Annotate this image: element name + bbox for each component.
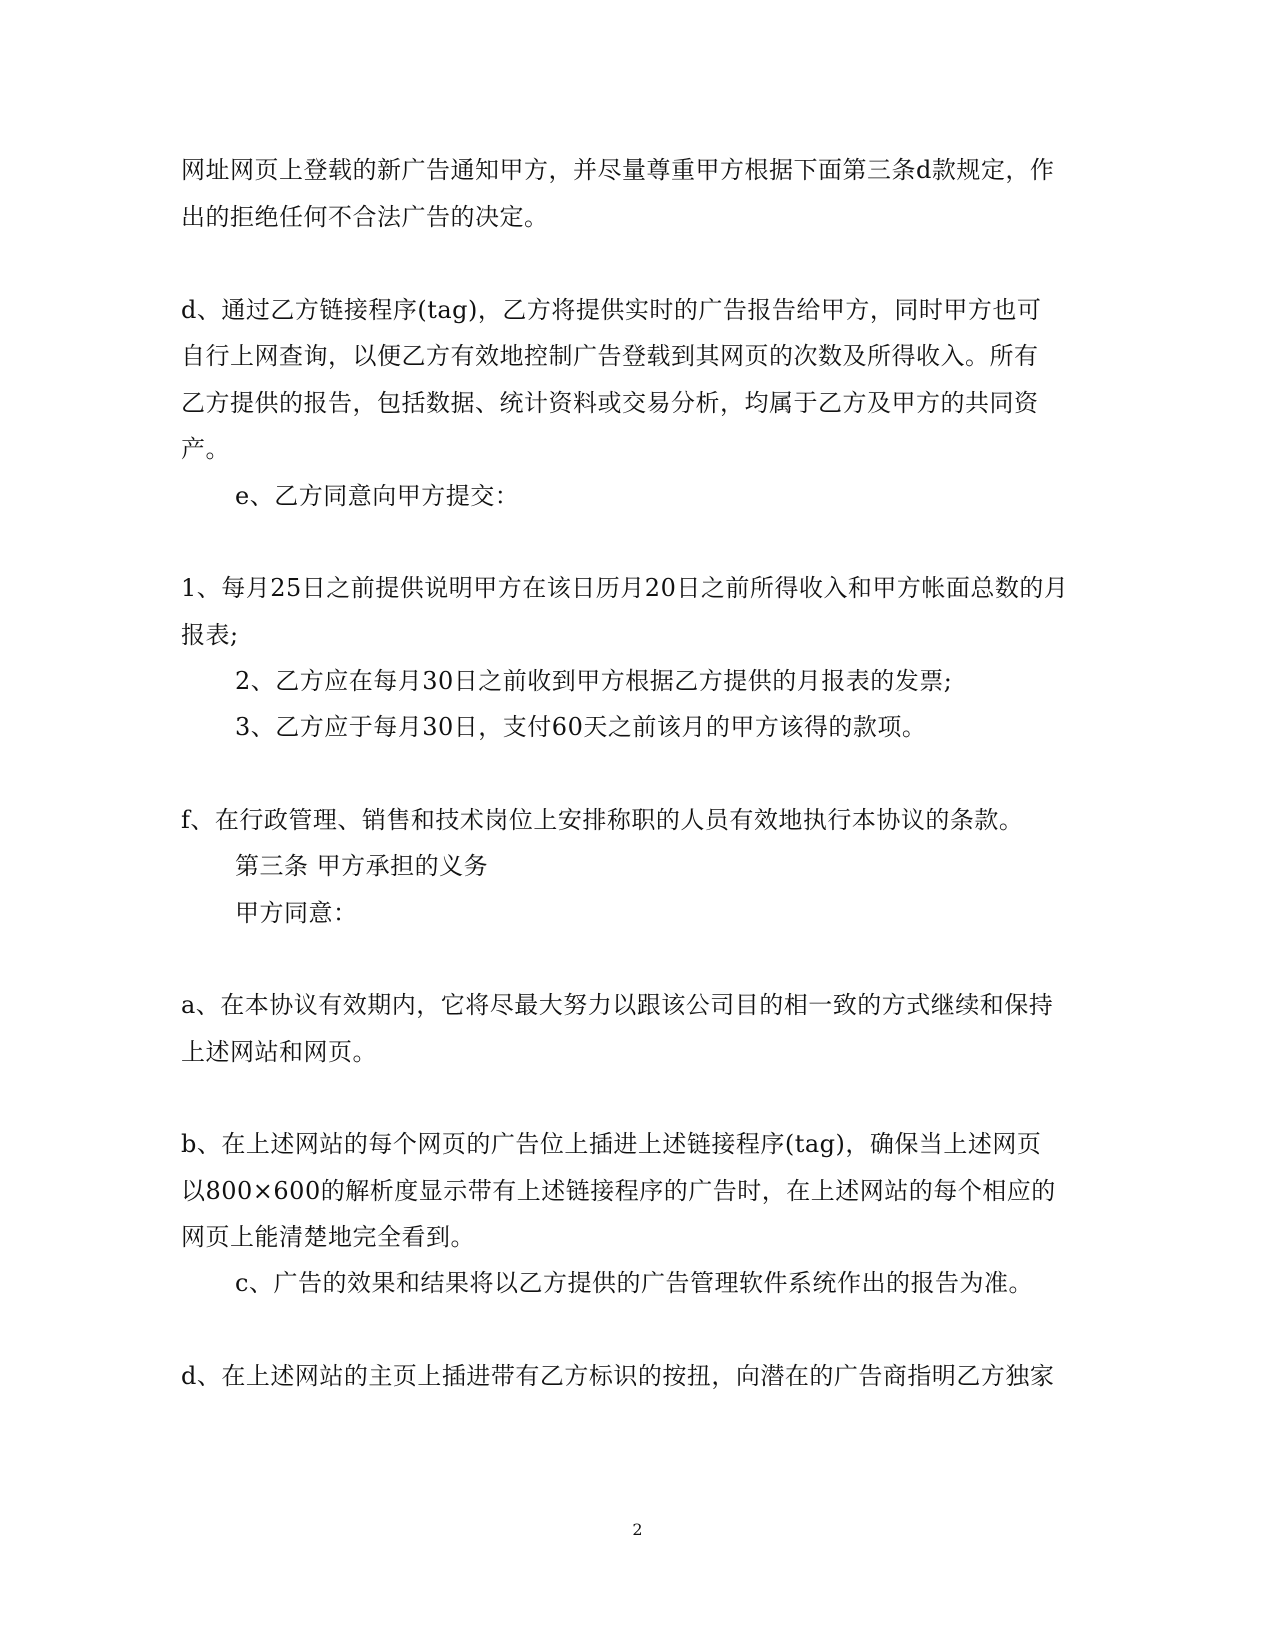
text-line: 报表; — [181, 621, 239, 649]
text-line: 上述网站和网页。 — [181, 1038, 377, 1066]
text-line: c、广告的效果和结果将以乙方提供的广告管理软件系统作出的报告为准。 — [235, 1269, 1033, 1297]
text-line: a、在本协议有效期内，它将尽最大努力以跟该公司目的相一致的方式继续和保持 — [181, 991, 1054, 1019]
text-line: d、在上述网站的主页上插进带有乙方标识的按扭，向潜在的广告商指明乙方独家 — [181, 1362, 1055, 1390]
text-line: 3、乙方应于每月30日，支付60天之前该月的甲方该得的款项。 — [235, 713, 927, 741]
text-line: 乙方提供的报告，包括数据、统计资料或交易分析，均属于乙方及甲方的共同资 — [181, 389, 1039, 417]
section-heading: 第三条 甲方承担的义务 — [235, 852, 489, 880]
text-line: 以800×600的解析度显示带有上述链接程序的广告时，在上述网站的每个相应的 — [181, 1177, 1056, 1205]
page-number: 2 — [632, 1520, 643, 1539]
text-line: 网址网页上登载的新广告通知甲方，并尽量尊重甲方根据下面第三条d款规定，作 — [181, 156, 1055, 184]
text-line: 网页上能清楚地完全看到。 — [181, 1223, 475, 1251]
text-line: d、通过乙方链接程序(tag)，乙方将提供实时的广告报告给甲方，同时甲方也可 — [181, 296, 1042, 324]
text-line: e、乙方同意向甲方提交： — [235, 482, 520, 510]
text-line: f、在行政管理、销售和技术岗位上安排称职的人员有效地执行本协议的条款。 — [181, 806, 1024, 834]
text-line: 甲方同意： — [235, 899, 358, 927]
text-line: 1、每月25日之前提供说明甲方在该日历月20日之前所得收入和甲方帐面总数的月 — [181, 574, 1069, 602]
text-line: 产。 — [181, 435, 230, 463]
text-line: 自行上网查询，以便乙方有效地控制广告登载到其网页的次数及所得收入。所有 — [181, 342, 1039, 370]
text-line: 出的拒绝任何不合法广告的决定。 — [181, 203, 549, 231]
text-line: 2、乙方应在每月30日之前收到甲方根据乙方提供的月报表的发票; — [235, 667, 953, 695]
text-line: b、在上述网站的每个网页的广告位上插进上述链接程序(tag)，确保当上述网页 — [181, 1130, 1042, 1158]
